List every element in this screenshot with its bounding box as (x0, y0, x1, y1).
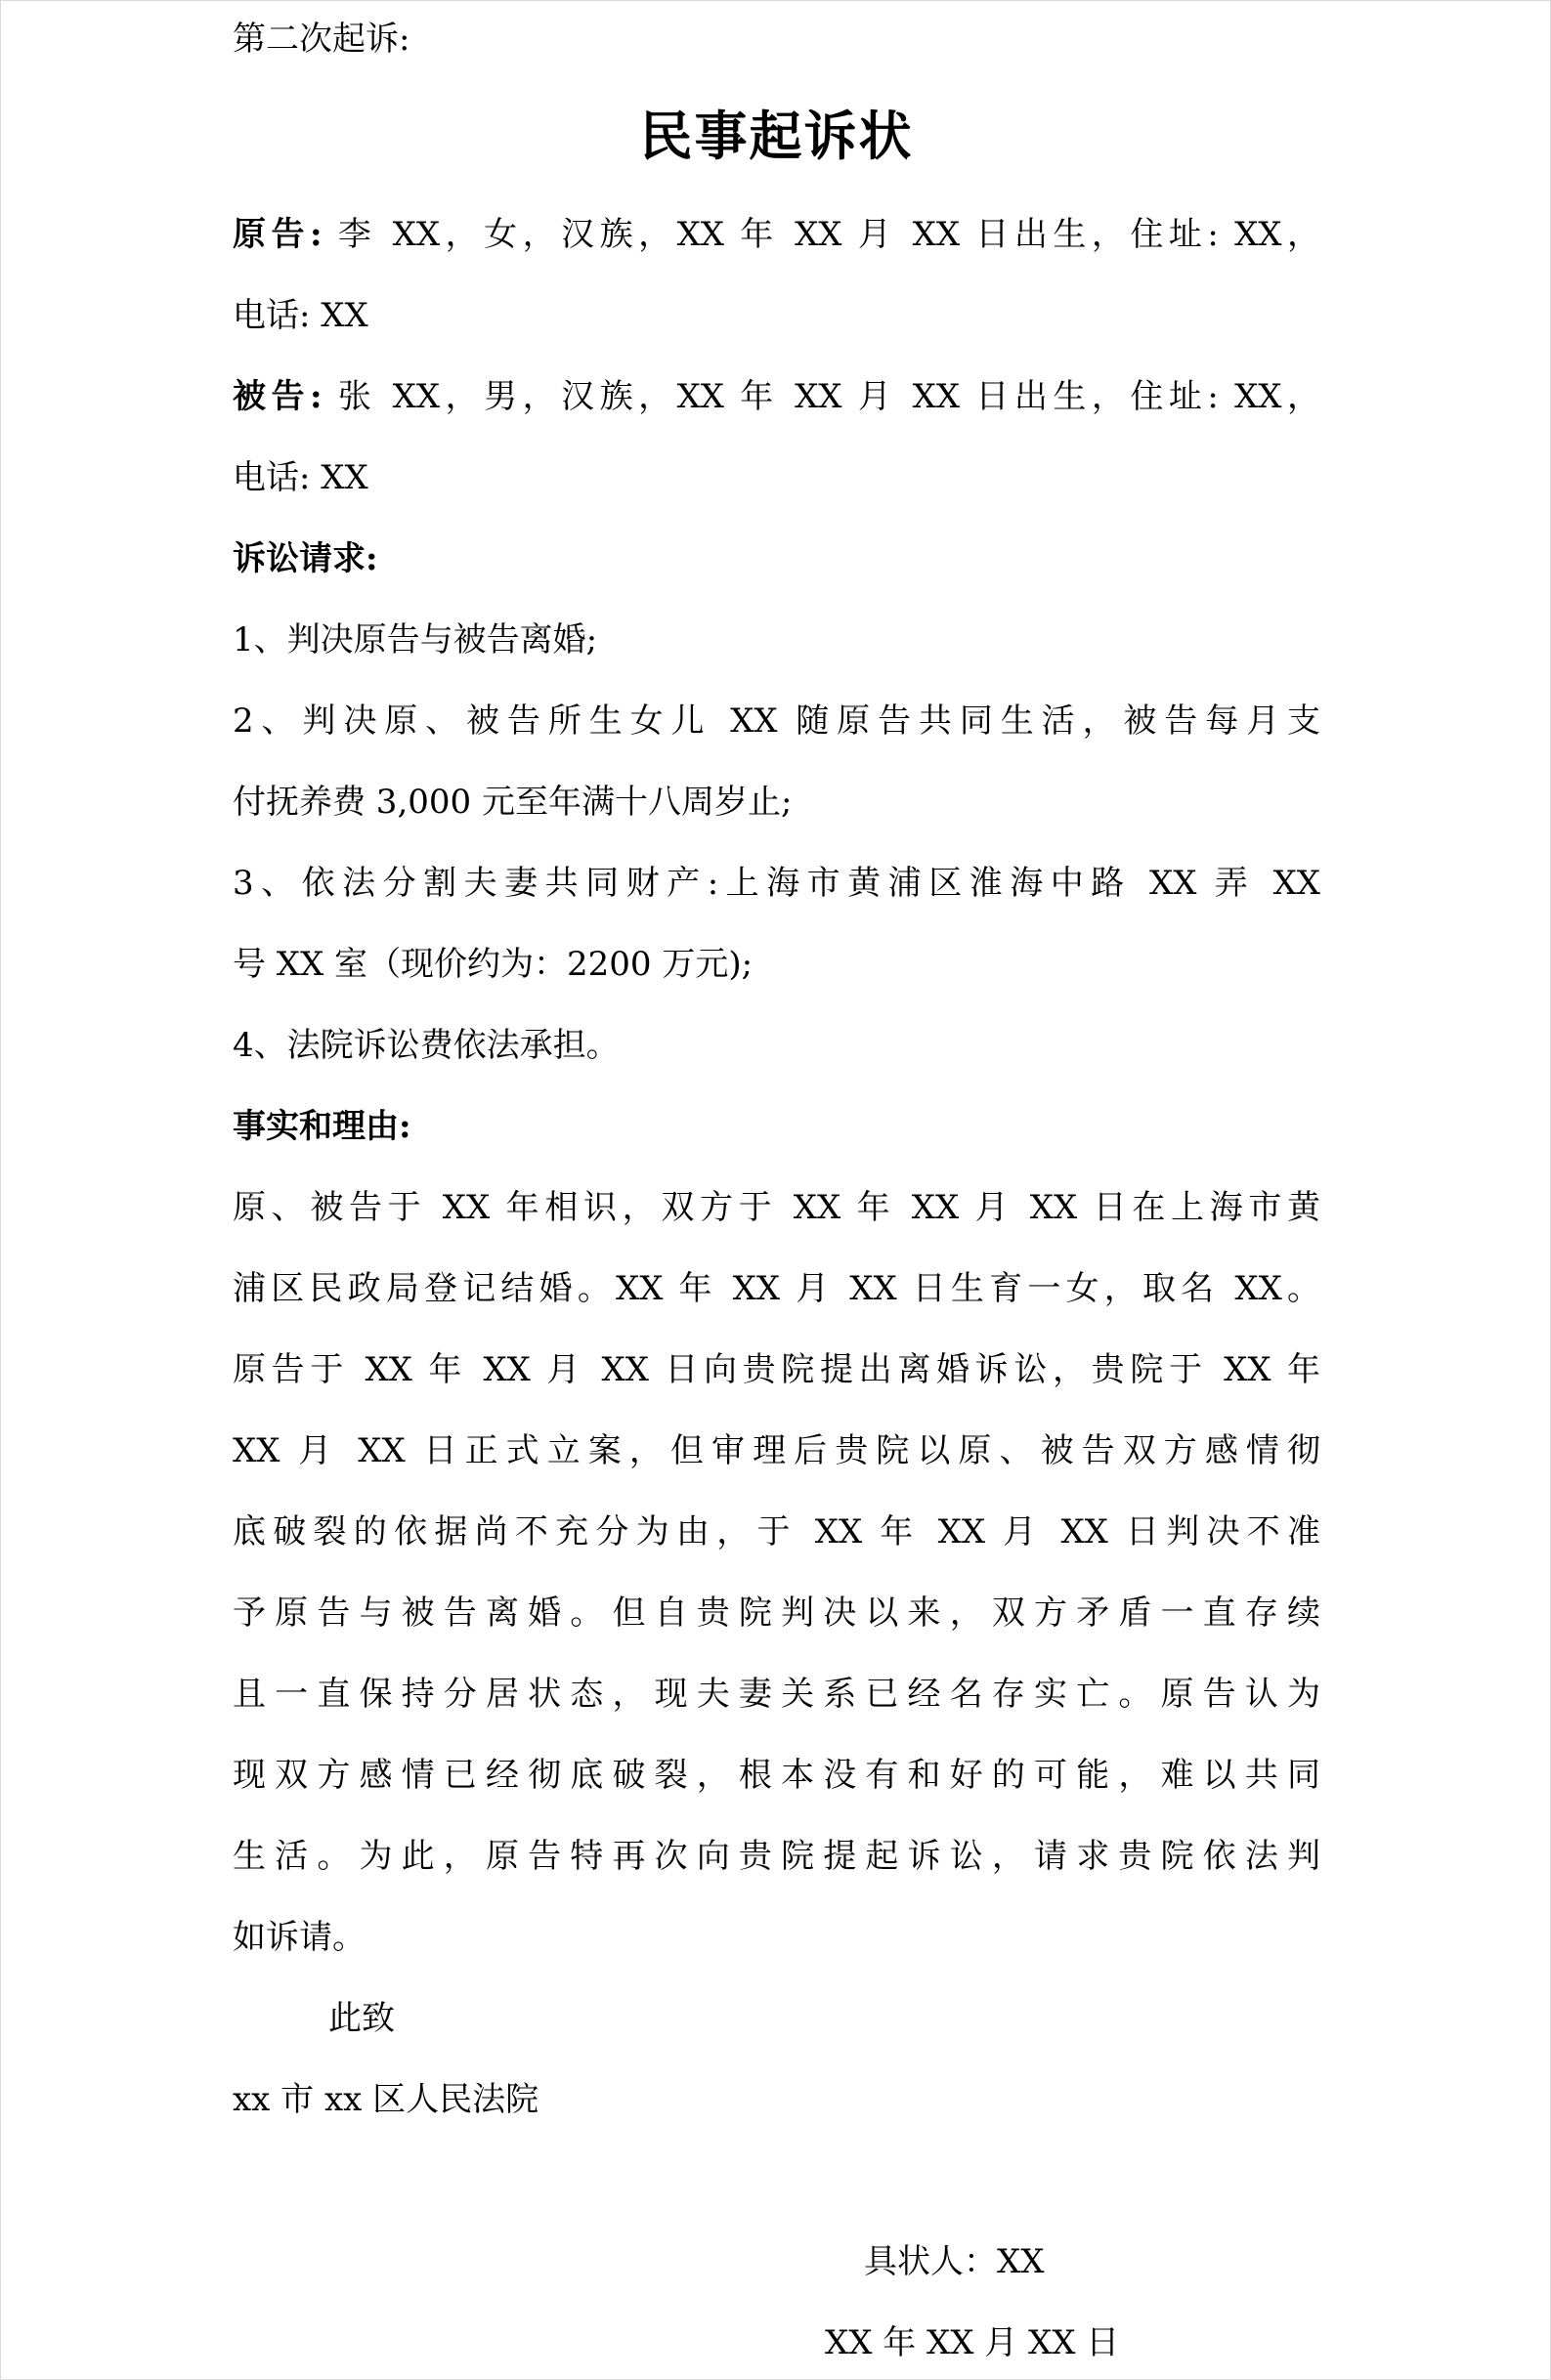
facts-line-9: 生活。为此，原告特再次向贵院提起诉讼，请求贵院依法判 (233, 1837, 1320, 1876)
claim-item-2-line-1: 2、判决原、被告所生女儿 XX 随原告共同生活，被告每月支 (233, 701, 1320, 741)
defendant-info-line (233, 357, 1320, 438)
salutation-line: 此致 (328, 1999, 395, 2038)
facts-line-10: 如诉请。 (233, 1918, 366, 1957)
claim-item-3-line-1: 3、依法分割夫妻共同财产:上海市黄浦区淮海中路 XX 弄 XX (233, 864, 1320, 903)
facts-line-1: 原、被告于 XX 年相识，双方于 XX 年 XX 月 XX 日在上海市黄 (233, 1188, 1320, 1227)
claim-item-1: 1、判决原告与被告离婚; (233, 620, 598, 659)
preheader-label: 第二次起诉: (233, 20, 410, 59)
facts-line-4: XX 月 XX 日正式立案，但审理后贵院以原、被告双方感情彻 (233, 1431, 1320, 1470)
claim-item-3-line-2: 号 XX 室（现价约为：2200 万元); (233, 945, 754, 984)
defendant-info-text: 张 XX，男，汉族，XX 年 XX 月 XX 日出生，住址: XX， (322, 377, 1320, 416)
facts-line-3: 原告于 XX 年 XX 月 XX 日向贵院提出离婚诉讼，贵院于 XX 年 (233, 1350, 1320, 1389)
claims-heading (233, 519, 1320, 600)
blank-line (233, 2141, 1320, 2222)
facts-heading (233, 1086, 1320, 1168)
defendant-phone-line: 电话: XX (233, 458, 368, 497)
plaintiff-phone-line: 电话: XX (233, 296, 368, 335)
facts-line-7: 且一直保持分居状态，现夫妻关系已经名存实亡。原告认为 (233, 1675, 1320, 1714)
document-body (233, 194, 1320, 2380)
facts-line-8: 现双方感情已经彻底破裂，根本没有和好的可能，难以共同 (233, 1756, 1320, 1795)
claim-item-4: 4、法院诉讼费依法承担。 (233, 1026, 620, 1065)
facts-line-6: 予原告与被告离婚。但自贵院判决以来，双方矛盾一直存续 (233, 1594, 1320, 1633)
date-line: XX 年 XX 月 XX 日 (825, 2323, 1120, 2362)
claims-heading-label: 诉讼请求: (233, 539, 378, 578)
signer-line: 具状人：XX (864, 2242, 1045, 2281)
plaintiff-info-line (233, 194, 1320, 276)
document-title: 民事起诉状 (639, 105, 914, 167)
defendant-label: 被告: (233, 377, 323, 416)
plaintiff-info-text: 李 XX，女，汉族，XX 年 XX 月 XX 日出生，住址: XX， (322, 215, 1320, 254)
court-name-line: xx 市 xx 区人民法院 (233, 2080, 539, 2119)
plaintiff-label: 原告: (233, 215, 323, 254)
facts-line-5: 底破裂的依据尚不充分为由，于 XX 年 XX 月 XX 日判决不准 (233, 1512, 1320, 1551)
facts-heading-label: 事实和理由: (233, 1107, 411, 1146)
claim-item-2-line-2: 付抚养费 3,000 元至年满十八周岁止; (233, 783, 793, 822)
facts-line-2: 浦区民政局登记结婚。XX 年 XX 月 XX 日生育一女，取名 XX。 (233, 1269, 1320, 1308)
